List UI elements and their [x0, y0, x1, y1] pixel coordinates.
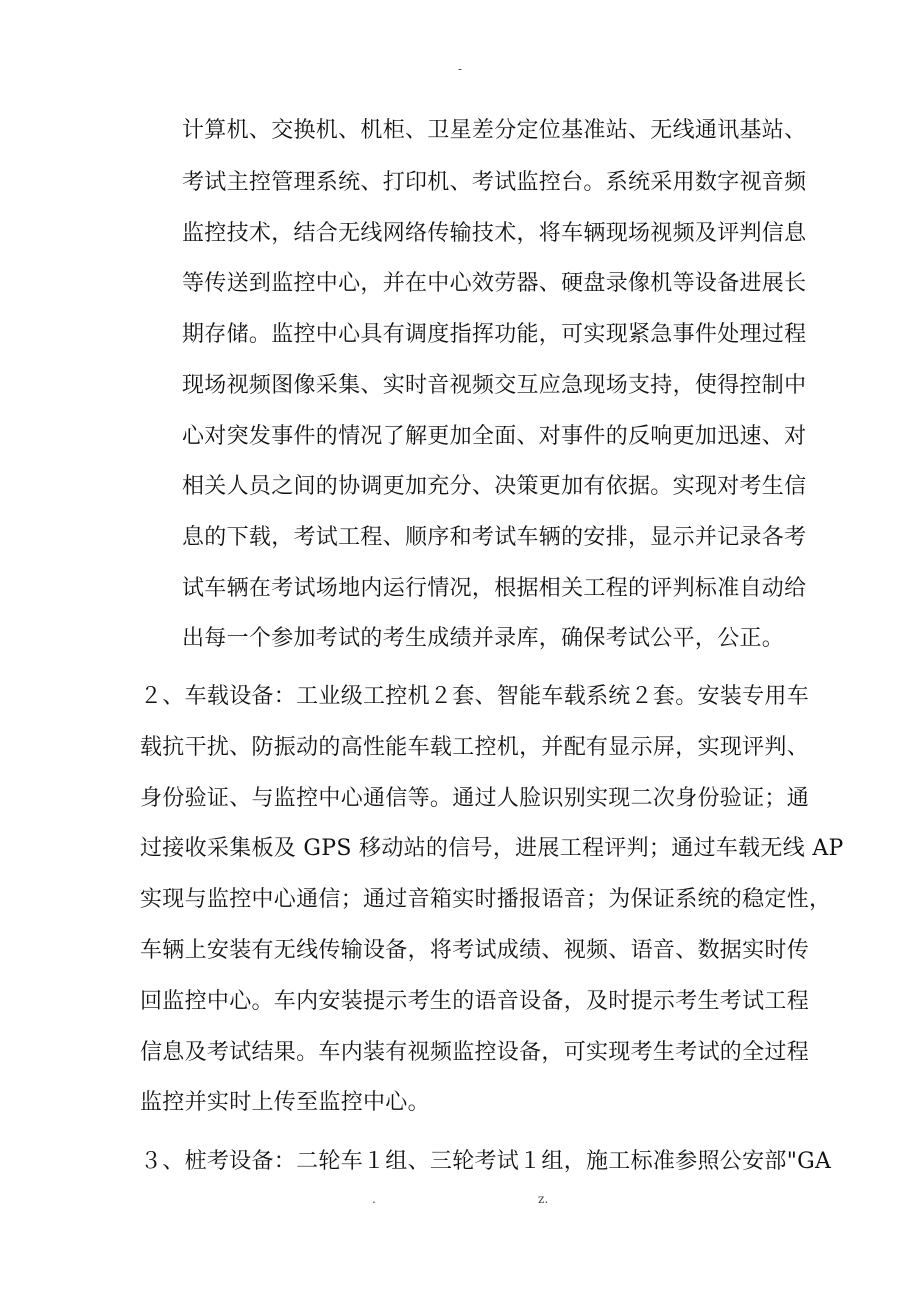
paragraph-line: 相关人员之间的协调更加充分、决策更加有依据。实现对考生信 — [182, 474, 807, 499]
paragraph-line: 现场视频图像采集、实时音视频交互应急现场支持，使得控制中 — [182, 373, 807, 398]
paragraph-line: 监控技术，结合无线网络传输技术，将车辆现场视频及评判信息 — [182, 221, 807, 246]
paragraph-line: 车辆上安装有无线传输设备，将考试成绩、视频、语音、数据实时传 — [140, 938, 810, 963]
paragraph-line: 考试主控管理系统、打印机、考试监控台。系统采用数字视音频 — [182, 170, 807, 195]
paragraph-line: 实现与监控中心通信；通过音箱实时播报语音；为保证系统的稳定性， — [140, 887, 832, 912]
paragraph-line: 计算机、交换机、机柜、卫星差分定位基准站、无线通讯基站、 — [182, 118, 807, 143]
paragraph-line: 监控并实时上传至监控中心。 — [140, 1090, 430, 1115]
footer-mark-left: . — [372, 1192, 376, 1206]
paragraph-line: 过接收采集板及 GPS 移动站的信号，进展工程评判；通过车载无线 AP — [140, 836, 844, 861]
header-mark: - — [457, 62, 463, 76]
paragraph-line: 载抗干扰、防振动的高性能车载工控机，并配有显示屏，实现评判、 — [140, 735, 810, 760]
paragraph-line: 等传送到监控中心，并在中心效劳器、硬盘录像机等设备进展长 — [182, 271, 807, 296]
paragraph-line: 息的下载，考试工程、顺序和考试车辆的安排，显示并记录各考 — [182, 525, 807, 550]
footer-mark-right: z. — [538, 1192, 549, 1206]
paragraph-line: 期存储。监控中心具有调度指挥功能，可实现紧急事件处理过程 — [182, 322, 807, 347]
paragraph-line: 心对突发事件的情况了解更加全面、对事件的反响更加迅速、对 — [182, 424, 807, 449]
paragraph-line: 试车辆在考试场地内运行情况，根据相关工程的评判标准自动给 — [182, 576, 807, 601]
paragraph-line: 出每一个参加考试的考生成绩并录库，确保考试公平，公正。 — [182, 626, 785, 651]
paragraph-line: ２、车载设备：工业级工控机２套、智能车载系统２套。安装专用车 — [140, 684, 810, 709]
paragraph-line: 回监控中心。车内安装提示考生的语音设备，及时提示考生考试工程 — [140, 989, 810, 1014]
paragraph-line: ３、桩考设备：二轮车１组、三轮考试１组，施工标准参照公安部"GA — [140, 1149, 832, 1174]
paragraph-line: 身份验证、与监控中心通信等。通过人脸识别实现二次身份验证；通 — [140, 786, 810, 811]
paragraph-line: 信息及考试结果。车内装有视频监控设备，可实现考生考试的全过程 — [140, 1040, 810, 1065]
